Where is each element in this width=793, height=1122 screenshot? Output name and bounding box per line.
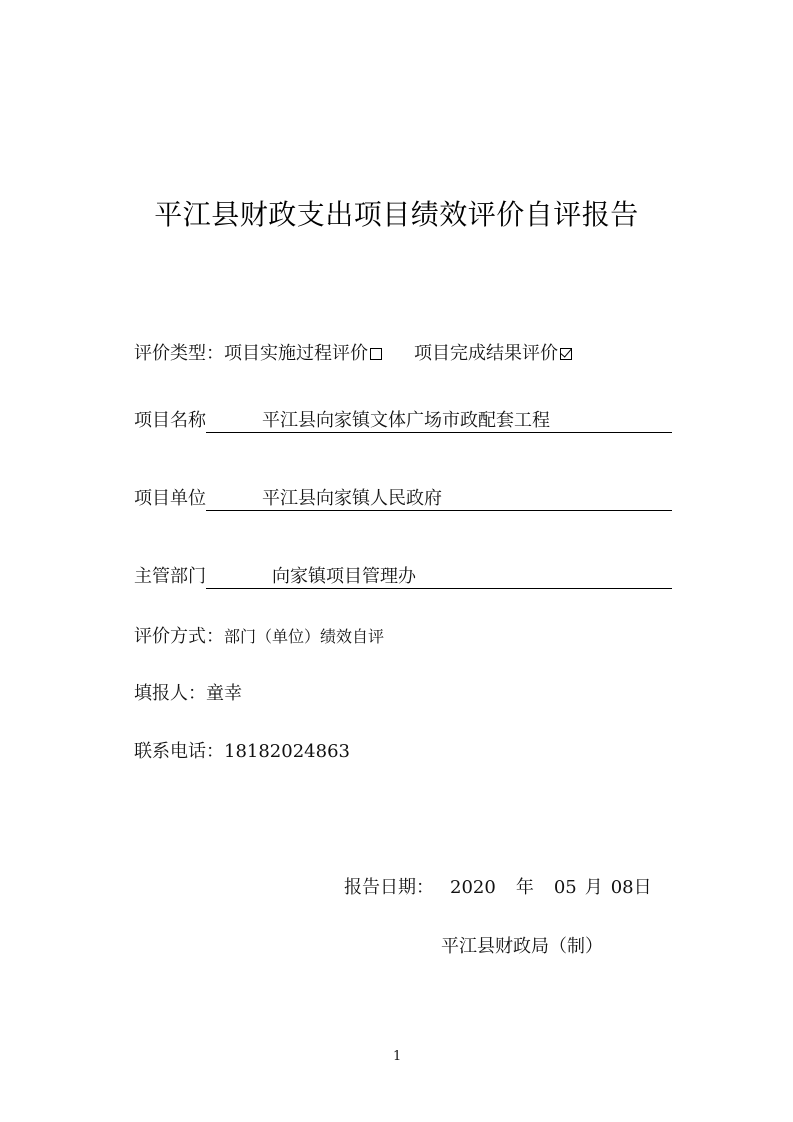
phone-row — [134, 740, 350, 764]
report-date-year-unit: 年 — [515, 877, 534, 898]
project-name-text: 平江县向家镇文体广场市政配套工程 — [262, 410, 550, 431]
dept-text: 向家镇项目管理办 — [272, 566, 416, 587]
eval-type-option-process-label: 项目实施过程评价 — [224, 343, 368, 364]
eval-type-label: 评价类型： — [134, 343, 224, 364]
project-unit-row — [134, 487, 672, 511]
report-date-day: 08 — [610, 877, 634, 898]
dept-row — [134, 565, 672, 589]
eval-type-option-result-checkbox[interactable] — [560, 348, 572, 360]
phone-value: 18182024863 — [224, 741, 350, 762]
report-date-month: 05 — [553, 877, 577, 898]
project-unit-label: 项目单位 — [134, 488, 206, 509]
eval-type-row — [134, 342, 572, 366]
report-date-row — [344, 876, 652, 900]
report-date-year: 2020 — [450, 877, 496, 898]
project-unit-value[interactable] — [206, 487, 672, 511]
eval-method-row — [134, 625, 384, 649]
reporter-value: 童幸 — [206, 683, 242, 704]
dept-value[interactable] — [206, 565, 672, 589]
project-name-row — [134, 409, 672, 433]
issuer: 平江县财政局（制） — [441, 936, 603, 957]
page-number: 1 — [393, 1049, 402, 1064]
report-date-month-unit: 月 — [584, 877, 603, 898]
eval-type-option-process-checkbox[interactable] — [370, 348, 382, 360]
eval-method-label: 评价方式： — [134, 626, 224, 647]
eval-method-value: 部门（单位）绩效自评 — [224, 627, 385, 646]
reporter-row — [134, 682, 242, 706]
eval-type-option-result-label: 项目完成结果评价 — [414, 343, 558, 364]
page-title: 平江县财政支出项目绩效评价自评报告 — [154, 198, 639, 231]
project-unit-text: 平江县向家镇人民政府 — [262, 488, 442, 509]
project-name-value[interactable] — [206, 409, 672, 433]
report-date-day-unit: 日 — [633, 877, 652, 898]
report-date-label: 报告日期： — [344, 877, 434, 898]
dept-label: 主管部门 — [134, 566, 206, 587]
phone-label: 联系电话： — [134, 741, 224, 762]
reporter-label: 填报人： — [134, 683, 206, 704]
project-name-label: 项目名称 — [134, 410, 206, 431]
